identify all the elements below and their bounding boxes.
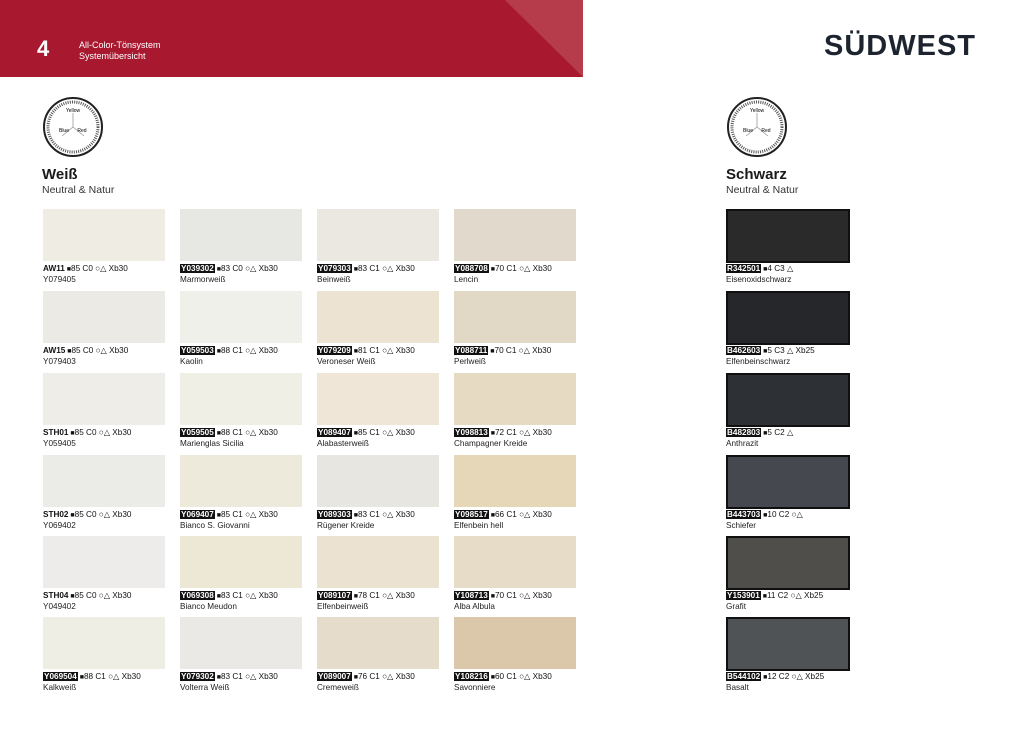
color-swatch [454, 455, 576, 507]
lightness-square-icon: ■ [351, 348, 358, 355]
color-swatch [43, 291, 165, 343]
lightness-square-icon: ■ [351, 430, 358, 437]
swatch-name: Bianco Meudon [180, 602, 237, 611]
swatch-spec: 4 C3 △ [767, 264, 794, 273]
header-title-line1: All-Color-Tönsystem [79, 40, 161, 50]
swatch-code: B443703 [727, 510, 761, 519]
color-swatch [454, 617, 576, 669]
color-swatch [726, 373, 850, 427]
lightness-square-icon: ■ [351, 512, 358, 519]
color-swatch [43, 209, 165, 261]
swatch-name: Rügener Kreide [317, 521, 375, 530]
swatch-code: B544102 [727, 672, 761, 681]
lightness-square-icon: ■ [351, 674, 358, 681]
color-swatch [454, 373, 576, 425]
color-swatch [726, 455, 850, 509]
color-swatch [317, 209, 439, 261]
swatch-spec: 85 C0 ○△ Xb30 [74, 428, 132, 437]
swatch-name: Grafit [726, 602, 747, 611]
swatch-code-line [317, 672, 415, 683]
color-swatch [180, 291, 302, 343]
swatch-name: Alabasterweiß [317, 439, 369, 448]
swatch-code: Y088711 [455, 346, 488, 355]
swatch-code-line [454, 346, 551, 357]
swatch-code: R342501 [727, 264, 761, 273]
color-swatch [180, 209, 302, 261]
wheel-yellow-label: Yellow [749, 108, 765, 114]
swatch-code-line [180, 591, 278, 602]
swatch-code-line [43, 346, 128, 357]
swatch-code-line [317, 428, 415, 439]
swatch-code: Y059505 [181, 428, 214, 437]
swatch-code: STH01 [43, 428, 69, 437]
color-swatch [454, 291, 576, 343]
swatch-code: Y108713 [455, 591, 488, 600]
swatch-name: Basalt [726, 683, 749, 692]
swatch-code: Y089407 [318, 428, 351, 437]
swatch-name: Y059405 [43, 439, 76, 448]
swatch-code-line [180, 428, 278, 439]
color-swatch [317, 455, 439, 507]
swatch-name: Perlweiß [454, 357, 486, 366]
wheel-blue-label: Blue [742, 128, 754, 134]
lightness-square-icon: ■ [68, 512, 75, 519]
swatch-code-line [180, 346, 278, 357]
lightness-square-icon: ■ [761, 348, 768, 355]
wheel-blue-label: Blue [58, 128, 70, 134]
lightness-square-icon: ■ [214, 674, 221, 681]
swatch-code-line [726, 428, 793, 439]
swatch-name: Volterra Weiß [180, 683, 230, 692]
swatch-code-line [454, 428, 552, 439]
swatch-code: Y079303 [318, 264, 351, 273]
swatch-spec: 88 C1 ○△ Xb30 [220, 346, 278, 355]
swatch-spec: 70 C1 ○△ Xb30 [494, 264, 552, 273]
swatch-code-line [317, 510, 415, 521]
swatch-code-line [180, 672, 278, 683]
swatch-code-line [726, 510, 803, 521]
color-swatch [180, 373, 302, 425]
header-band [0, 0, 583, 77]
swatch-name: Kaolin [180, 357, 203, 366]
swatch-spec: 85 C0 ○△ Xb30 [74, 510, 132, 519]
swatch-name: Lencin [454, 275, 479, 284]
swatch-name: Eisenoxidschwarz [726, 275, 792, 284]
lightness-square-icon: ■ [214, 348, 221, 355]
color-swatch [726, 209, 850, 263]
lightness-square-icon: ■ [488, 593, 495, 600]
color-wheel-icon [726, 96, 788, 158]
swatch-code-line [726, 346, 815, 357]
swatch-name: Y079403 [43, 357, 76, 366]
swatch-code: Y108216 [455, 672, 488, 681]
swatch-code: AW11 [43, 264, 65, 273]
swatch-name: Cremeweiß [317, 683, 359, 692]
swatch-name: Beinweiß [317, 275, 351, 284]
swatch-code: Y088708 [455, 264, 488, 273]
swatch-code: Y089007 [318, 672, 351, 681]
lightness-square-icon: ■ [68, 593, 75, 600]
swatch-name: Bianco S. Giovanni [180, 521, 250, 530]
swatch-name: Y069402 [43, 521, 76, 530]
lightness-square-icon: ■ [77, 674, 84, 681]
color-swatch [43, 373, 165, 425]
page-number: 4 [37, 36, 50, 61]
lightness-square-icon: ■ [488, 266, 495, 273]
swatch-code-line [43, 428, 131, 439]
swatch-spec: 60 C1 ○△ Xb30 [494, 672, 552, 681]
swatch-spec: 5 C3 △ Xb25 [767, 346, 815, 355]
swatch-name: Marienglas Sicilia [180, 439, 244, 448]
color-swatch [43, 455, 165, 507]
color-swatch [726, 291, 850, 345]
wheel-red-label: Red [761, 128, 771, 134]
swatch-spec: 66 C1 ○△ Xb30 [494, 510, 552, 519]
lightness-square-icon: ■ [214, 266, 221, 273]
color-swatch [180, 617, 302, 669]
lightness-square-icon: ■ [65, 348, 72, 355]
swatch-code-line [43, 672, 141, 683]
swatch-name: Marmorweiß [180, 275, 226, 284]
swatch-spec: 83 C1 ○△ Xb30 [220, 591, 278, 600]
swatch-name: Veroneser Weiß [317, 357, 376, 366]
swatch-spec: 72 C1 ○△ Xb30 [494, 428, 552, 437]
color-swatch [454, 209, 576, 261]
color-swatch [454, 536, 576, 588]
swatch-spec: 5 C2 △ [767, 428, 794, 437]
swatch-code: Y089303 [318, 510, 351, 519]
swatch-name: Y049402 [43, 602, 76, 611]
swatch-name: Elfenbein hell [454, 521, 504, 530]
lightness-square-icon: ■ [761, 266, 768, 273]
color-wheel-icon [42, 96, 104, 158]
suedwest-logo: SÜDWEST [824, 30, 976, 62]
color-swatch [317, 536, 439, 588]
swatch-spec: 70 C1 ○△ Xb30 [494, 591, 552, 600]
lightness-square-icon: ■ [760, 593, 767, 600]
color-swatch [180, 455, 302, 507]
lightness-square-icon: ■ [761, 674, 768, 681]
swatch-spec: 11 C2 ○△ Xb25 [766, 591, 824, 600]
wheel-yellow-label: Yellow [65, 108, 81, 114]
lightness-square-icon: ■ [214, 430, 221, 437]
lightness-square-icon: ■ [488, 348, 495, 355]
swatch-code-line [317, 346, 415, 357]
swatch-spec: 88 C1 ○△ Xb30 [83, 672, 141, 681]
swatch-name: Elfenbeinschwarz [726, 357, 791, 366]
swatch-code-line [454, 510, 552, 521]
swatch-name: Champagner Kreide [454, 439, 528, 448]
swatch-code-line [454, 264, 552, 275]
swatch-code: STH02 [43, 510, 69, 519]
swatch-spec: 12 C2 ○△ Xb25 [767, 672, 825, 681]
swatch-spec: 85 C0 ○△ Xb30 [71, 346, 129, 355]
section-title-weiss: Weiß [42, 166, 78, 183]
swatch-name: Alba Albula [454, 602, 495, 611]
swatch-code: Y039302 [181, 264, 214, 273]
swatch-name: Anthrazit [726, 439, 759, 448]
color-swatch [726, 536, 850, 590]
color-swatch [317, 617, 439, 669]
lightness-square-icon: ■ [488, 512, 495, 519]
swatch-spec: 10 C2 ○△ [767, 510, 803, 519]
swatch-name: Schiefer [726, 521, 757, 530]
swatch-code-line [43, 510, 131, 521]
color-swatch [180, 536, 302, 588]
swatch-spec: 83 C1 ○△ Xb30 [357, 510, 415, 519]
swatch-code-line [726, 591, 823, 602]
swatch-spec: 85 C1 ○△ Xb30 [357, 428, 415, 437]
swatch-code: Y059503 [181, 346, 214, 355]
swatch-code: Y098517 [455, 510, 488, 519]
swatch-spec: 85 C0 ○△ Xb30 [74, 591, 132, 600]
swatch-spec: 83 C0 ○△ Xb30 [220, 264, 278, 273]
lightness-square-icon: ■ [351, 593, 358, 600]
lightness-square-icon: ■ [761, 430, 768, 437]
swatch-spec: 83 C1 ○△ Xb30 [357, 264, 415, 273]
swatch-code-line [180, 510, 278, 521]
swatch-code-line [454, 672, 552, 683]
section-title-schwarz: Schwarz [726, 166, 787, 183]
header-title [79, 40, 161, 62]
color-swatch [317, 291, 439, 343]
color-swatch [43, 617, 165, 669]
swatch-code-line [317, 591, 415, 602]
swatch-name: Savonniere [454, 683, 496, 692]
swatch-code-line [317, 264, 415, 275]
swatch-spec: 76 C1 ○△ Xb30 [357, 672, 415, 681]
section-subtitle-schwarz: Neutral & Natur [726, 184, 799, 196]
swatch-code-line [180, 264, 278, 275]
swatch-code-line [726, 672, 824, 683]
swatch-spec: 70 C1 ○△ Xb30 [494, 346, 552, 355]
swatch-code-line [43, 264, 128, 275]
swatch-code: Y089107 [318, 591, 351, 600]
color-swatch [317, 373, 439, 425]
swatch-code: Y079302 [181, 672, 214, 681]
swatch-code-line [454, 591, 552, 602]
lightness-square-icon: ■ [761, 512, 768, 519]
swatch-code: Y069308 [181, 591, 214, 600]
lightness-square-icon: ■ [488, 430, 495, 437]
swatch-name: Elfenbeinweiß [317, 602, 369, 611]
swatch-spec: 85 C1 ○△ Xb30 [220, 510, 278, 519]
lightness-square-icon: ■ [64, 266, 72, 273]
swatch-code-line [726, 264, 793, 275]
wheel-red-label: Red [77, 128, 87, 134]
swatch-code: B462603 [727, 346, 761, 355]
section-subtitle-weiss: Neutral & Natur [42, 184, 115, 196]
swatch-code: Y098813 [455, 428, 488, 437]
swatch-spec: 83 C1 ○△ Xb30 [220, 672, 278, 681]
swatch-code: Y069407 [181, 510, 214, 519]
lightness-square-icon: ■ [488, 674, 495, 681]
swatch-code: Y069504 [44, 672, 77, 681]
swatch-code: B482803 [727, 428, 761, 437]
lightness-square-icon: ■ [68, 430, 75, 437]
swatch-spec: 88 C1 ○△ Xb30 [220, 428, 278, 437]
swatch-code-line [43, 591, 131, 602]
color-swatch [43, 536, 165, 588]
swatch-spec: 78 C1 ○△ Xb30 [357, 591, 415, 600]
lightness-square-icon: ■ [214, 512, 221, 519]
swatch-spec: 81 C1 ○△ Xb30 [357, 346, 415, 355]
swatch-code: STH04 [43, 591, 69, 600]
lightness-square-icon: ■ [214, 593, 221, 600]
color-swatch [726, 617, 850, 671]
swatch-spec: 85 C0 ○△ Xb30 [71, 264, 128, 273]
header-title-line2: Systemübersicht [79, 51, 146, 61]
swatch-code: AW15 [43, 346, 66, 355]
swatch-name: Y079405 [43, 275, 76, 284]
swatch-name: Kalkweiß [43, 683, 77, 692]
swatch-code: Y153901 [727, 591, 760, 600]
lightness-square-icon: ■ [351, 266, 358, 273]
swatch-code: Y079209 [318, 346, 351, 355]
